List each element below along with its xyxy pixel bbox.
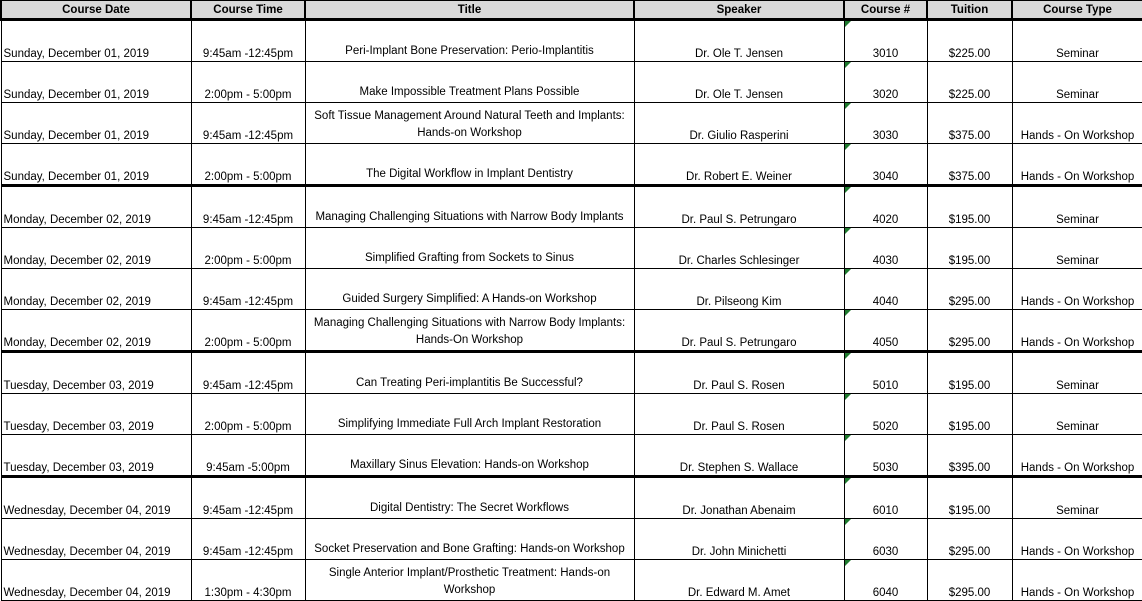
course-title-cell: Guided Surgery Simplified: A Hands-on Workshop: [305, 269, 634, 310]
course-title-cell: Maxillary Sinus Elevation: Hands-on Workshop: [305, 435, 634, 477]
course-type-cell: Hands - On Workshop: [1012, 310, 1142, 352]
course-number-cell: [844, 103, 927, 144]
course-date-cell: Wednesday, December 04, 2019: [1, 519, 191, 560]
course-type-cell: Hands - On Workshop: [1012, 519, 1142, 560]
cell-error-indicator-icon: [845, 103, 851, 109]
cell-error-indicator-icon: [845, 187, 851, 193]
course-time-cell: 2:00pm - 5:00pm: [191, 228, 305, 269]
course-type-cell: Seminar: [1012, 352, 1142, 394]
course-number-cell: [844, 352, 927, 394]
course-time-cell: 9:45am -5:00pm: [191, 435, 305, 477]
course-title-cell: Managing Challenging Situations with Narrow Body Implants: Hands-On Workshop: [305, 310, 634, 352]
course-type-cell: Seminar: [1012, 228, 1142, 269]
course-time-cell: 9:45am -12:45pm: [191, 477, 305, 519]
course-number-value: 5030: [872, 462, 899, 474]
table-header: [1, 1, 1142, 20]
course-number-value: 3020: [872, 89, 899, 101]
speaker-cell: Dr. Paul S. Petrungaro: [634, 310, 844, 352]
course-number-cell: [844, 144, 927, 186]
table-row: [1, 435, 1142, 477]
speaker-cell: Dr. Paul S. Petrungaro: [634, 186, 844, 228]
course-type-cell: Hands - On Workshop: [1012, 103, 1142, 144]
course-type-cell: Seminar: [1012, 20, 1142, 62]
tuition-cell: $225.00: [927, 20, 1012, 62]
table-row: [1, 228, 1142, 269]
course-number-cell: [844, 435, 927, 477]
header-course-time: Course Time: [191, 1, 305, 20]
course-date-cell: Tuesday, December 03, 2019: [1, 435, 191, 477]
course-number-cell: [844, 62, 927, 103]
course-type-cell: Seminar: [1012, 186, 1142, 228]
speaker-cell: Dr. Stephen S. Wallace: [634, 435, 844, 477]
cell-error-indicator-icon: [845, 269, 851, 275]
course-number-cell: [844, 269, 927, 310]
header-course-date: Course Date: [1, 1, 191, 20]
course-date-cell: Tuesday, December 03, 2019: [1, 352, 191, 394]
speaker-cell: Dr. Ole T. Jensen: [634, 20, 844, 62]
tuition-cell: $195.00: [927, 394, 1012, 435]
course-number-value: 3030: [872, 130, 899, 142]
table-row: [1, 103, 1142, 144]
course-time-cell: 2:00pm - 5:00pm: [191, 394, 305, 435]
course-title-cell: Digital Dentistry: The Secret Workflows: [305, 477, 634, 519]
course-title-cell: Peri-Implant Bone Preservation: Perio-Implantitis: [305, 20, 634, 62]
cell-error-indicator-icon: [845, 435, 851, 441]
tuition-cell: $375.00: [927, 144, 1012, 186]
tuition-cell: $295.00: [927, 560, 1012, 601]
course-number-cell: [844, 477, 927, 519]
tuition-cell: $195.00: [927, 477, 1012, 519]
tuition-cell: $195.00: [927, 228, 1012, 269]
course-number-cell: [844, 560, 927, 601]
header-row: [1, 1, 1142, 20]
tuition-cell: $395.00: [927, 435, 1012, 477]
course-number-cell: [844, 186, 927, 228]
speaker-cell: Dr. Robert E. Weiner: [634, 144, 844, 186]
course-title-cell: Socket Preservation and Bone Grafting: Hands-on Workshop: [305, 519, 634, 560]
course-number-cell: [844, 310, 927, 352]
table-row: [1, 477, 1142, 519]
cell-error-indicator-icon: [845, 560, 851, 566]
table-row: [1, 352, 1142, 394]
course-number-value: 4020: [872, 214, 899, 226]
table-row: [1, 186, 1142, 228]
course-date-cell: Monday, December 02, 2019: [1, 228, 191, 269]
tuition-cell: $295.00: [927, 310, 1012, 352]
course-type-cell: Seminar: [1012, 477, 1142, 519]
course-number-value: 4040: [872, 296, 899, 308]
tuition-cell: $295.00: [927, 269, 1012, 310]
course-number-cell: [844, 394, 927, 435]
speaker-cell: Dr. Jonathan Abenaim: [634, 477, 844, 519]
table-body: [1, 20, 1142, 601]
course-time-cell: 1:30pm - 4:30pm: [191, 560, 305, 601]
course-time-cell: 9:45am -12:45pm: [191, 103, 305, 144]
course-type-cell: Seminar: [1012, 394, 1142, 435]
course-number-value: 6030: [872, 546, 899, 558]
cell-error-indicator-icon: [845, 310, 851, 316]
speaker-cell: Dr. John Minichetti: [634, 519, 844, 560]
course-title-cell: Simplified Grafting from Sockets to Sinus: [305, 228, 634, 269]
course-time-cell: 2:00pm - 5:00pm: [191, 62, 305, 103]
course-number-value: 4030: [872, 255, 899, 267]
course-number-value: 6010: [872, 505, 899, 517]
table-row: [1, 394, 1142, 435]
cell-error-indicator-icon: [845, 21, 851, 27]
speaker-cell: Dr. Pilseong Kim: [634, 269, 844, 310]
course-title-cell: The Digital Workflow in Implant Dentistry: [305, 144, 634, 186]
course-date-cell: Monday, December 02, 2019: [1, 186, 191, 228]
tuition-cell: $225.00: [927, 62, 1012, 103]
course-number-value: 3040: [872, 171, 899, 183]
course-number-value: 3010: [872, 48, 899, 60]
course-type-cell: Hands - On Workshop: [1012, 435, 1142, 477]
table-row: [1, 519, 1142, 560]
table-row: [1, 20, 1142, 62]
table-row: [1, 62, 1142, 103]
course-time-cell: 9:45am -12:45pm: [191, 519, 305, 560]
course-date-cell: Sunday, December 01, 2019: [1, 144, 191, 186]
course-title-cell: Make Impossible Treatment Plans Possible: [305, 62, 634, 103]
cell-error-indicator-icon: [845, 62, 851, 68]
course-type-cell: Hands - On Workshop: [1012, 269, 1142, 310]
course-date-cell: Sunday, December 01, 2019: [1, 20, 191, 62]
speaker-cell: Dr. Giulio Rasperini: [634, 103, 844, 144]
cell-error-indicator-icon: [845, 228, 851, 234]
course-number-cell: [844, 228, 927, 269]
course-title-cell: Can Treating Peri-implantitis Be Successful?: [305, 352, 634, 394]
course-title-cell: Simplifying Immediate Full Arch Implant Restoration: [305, 394, 634, 435]
cell-error-indicator-icon: [845, 353, 851, 359]
course-number-value: 5020: [872, 421, 899, 433]
course-time-cell: 2:00pm - 5:00pm: [191, 144, 305, 186]
course-type-cell: Seminar: [1012, 62, 1142, 103]
tuition-cell: $375.00: [927, 103, 1012, 144]
course-date-cell: Wednesday, December 04, 2019: [1, 560, 191, 601]
speaker-cell: Dr. Ole T. Jensen: [634, 62, 844, 103]
tuition-cell: $195.00: [927, 352, 1012, 394]
header-title: Title: [305, 1, 634, 20]
cell-error-indicator-icon: [845, 144, 851, 150]
table-row: [1, 560, 1142, 601]
header-tuition: Tuition: [927, 1, 1012, 20]
header-course-type: Course Type: [1012, 1, 1142, 20]
speaker-cell: Dr. Paul S. Rosen: [634, 394, 844, 435]
course-time-cell: 2:00pm - 5:00pm: [191, 310, 305, 352]
course-title-cell: Soft Tissue Management Around Natural Teeth and Implants: Hands-on Workshop: [305, 103, 634, 144]
speaker-cell: Dr. Paul S. Rosen: [634, 352, 844, 394]
tuition-cell: $295.00: [927, 519, 1012, 560]
course-date-cell: Sunday, December 01, 2019: [1, 62, 191, 103]
course-number-cell: [844, 519, 927, 560]
cell-error-indicator-icon: [845, 478, 851, 484]
cell-error-indicator-icon: [845, 394, 851, 400]
course-number-value: 6040: [872, 587, 899, 599]
table-row: [1, 310, 1142, 352]
cell-error-indicator-icon: [845, 519, 851, 525]
speaker-cell: Dr. Charles Schlesinger: [634, 228, 844, 269]
course-title-cell: Managing Challenging Situations with Narrow Body Implants: [305, 186, 634, 228]
course-number-cell: [844, 20, 927, 62]
course-date-cell: Monday, December 02, 2019: [1, 269, 191, 310]
course-title-cell: Single Anterior Implant/Prosthetic Treatment: Hands-on Workshop: [305, 560, 634, 601]
speaker-cell: Dr. Edward M. Amet: [634, 560, 844, 601]
table-row: [1, 144, 1142, 186]
course-date-cell: Tuesday, December 03, 2019: [1, 394, 191, 435]
course-time-cell: 9:45am -12:45pm: [191, 186, 305, 228]
course-time-cell: 9:45am -12:45pm: [191, 352, 305, 394]
course-type-cell: Hands - On Workshop: [1012, 560, 1142, 601]
header-course-number: Course #: [844, 1, 927, 20]
course-date-cell: Monday, December 02, 2019: [1, 310, 191, 352]
table-row: [1, 269, 1142, 310]
course-date-cell: Sunday, December 01, 2019: [1, 103, 191, 144]
course-number-value: 4050: [872, 337, 899, 349]
course-number-value: 5010: [872, 380, 899, 392]
tuition-cell: $195.00: [927, 186, 1012, 228]
course-time-cell: 9:45am -12:45pm: [191, 269, 305, 310]
course-type-cell: Hands - On Workshop: [1012, 144, 1142, 186]
course-date-cell: Wednesday, December 04, 2019: [1, 477, 191, 519]
course-time-cell: 9:45am -12:45pm: [191, 20, 305, 62]
header-speaker: Speaker: [634, 1, 844, 20]
